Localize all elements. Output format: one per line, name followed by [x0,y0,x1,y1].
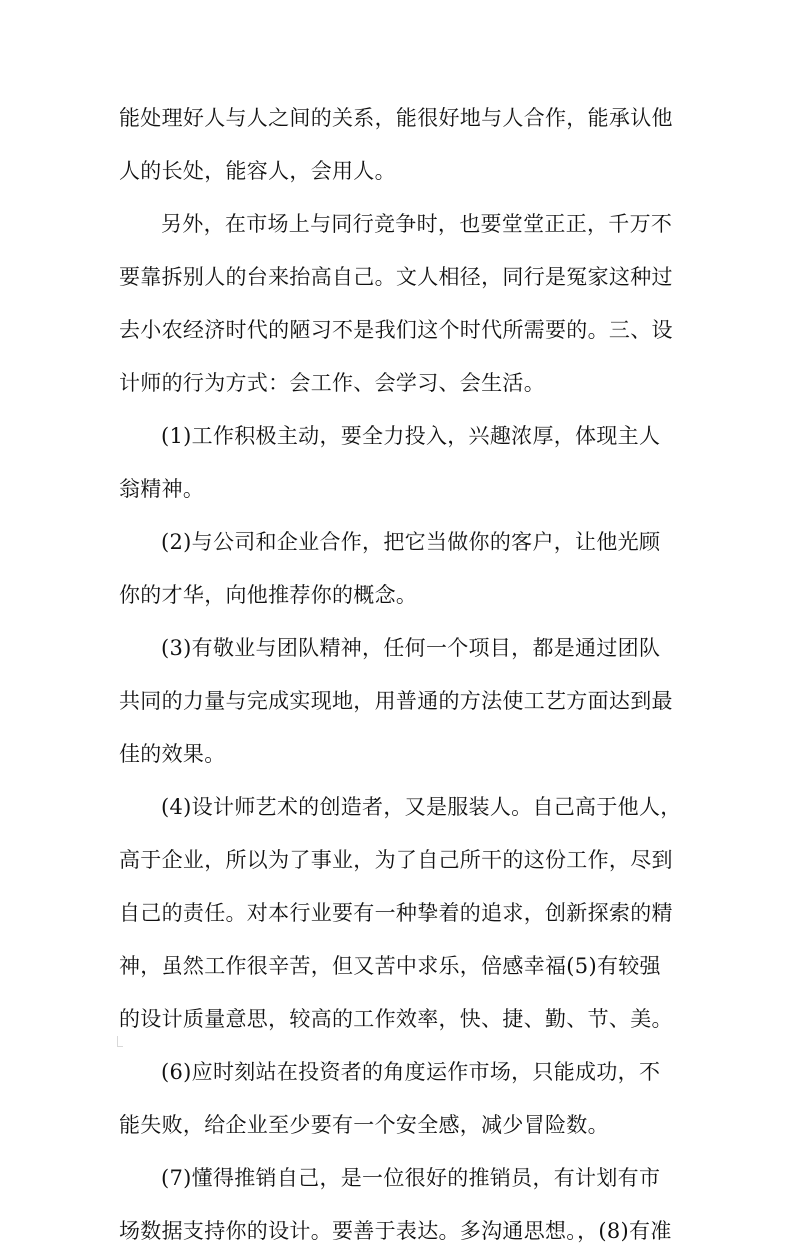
text-line: (7)懂得推销自己，是一位很好的推销员，有计划有市 [161,1166,661,1190]
page-corner-mark [117,1036,123,1047]
text-line: 你的才华，向他推荐你的概念。 [119,583,418,607]
text-line: (2)与公司和企业合作，把它当做你的客户，让他光顾 [161,530,661,554]
text-line: 另外，在市场上与同行竞争时，也要堂堂正正，千万不 [161,212,673,236]
text-line: 场数据支持你的设计。要善于表达。多沟通思想。，(8)有准 [119,1219,672,1243]
text-line: (1)工作积极主动，要全力投入，兴趣浓厚，体现主人 [161,424,661,448]
text-line: 佳的效果。 [119,742,226,766]
text-line: 人的长处，能容人，会用人。 [119,159,396,183]
text-line: 去小农经济时代的陋习不是我们这个时代所需要的。三、设 [119,318,673,342]
text-line: 计师的行为方式：会工作、会学习、会生活。 [119,371,545,395]
text-line: 高于企业，所以为了事业，为了自己所干的这份工作，尽到 [119,848,673,872]
body-text [119,92,682,1258]
text-line: 翁精神。 [119,477,205,501]
text-line: 共同的力量与完成实现地，用普通的方法使工艺方面达到最 [119,689,673,713]
text-line: 能处理好人与人之间的关系，能很好地与人合作，能承认他 [119,106,673,130]
text-line: 的设计质量意思，较高的工作效率，快、捷、勤、节、美。 [119,1007,673,1031]
text-line: 神，虽然工作很辛苦，但又苦中求乐，倍感幸福(5)有较强 [119,954,661,978]
text-line: 能失败，给企业至少要有一个安全感，减少冒险数。 [119,1113,609,1137]
text-line: 自己的责任。对本行业要有一种挚着的追求，创新探索的精 [119,901,673,925]
text-line: (4)设计师艺术的创造者，又是服装人。自己高于他人， [161,795,682,819]
text-line: (6)应时刻站在投资者的角度运作市场，只能成功，不 [161,1060,661,1084]
text-line: (3)有敬业与团队精神，任何一个项目，都是通过团队 [161,636,661,660]
text-line: 要靠拆别人的台来抬高自己。文人相径，同行是冤家这种过 [119,265,673,289]
